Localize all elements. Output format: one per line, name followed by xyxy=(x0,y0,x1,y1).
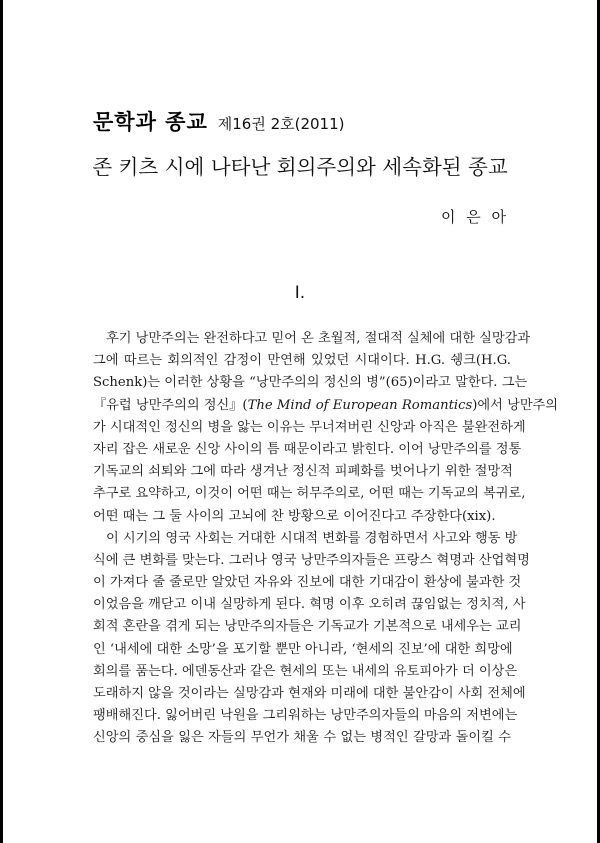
page-border-left xyxy=(0,0,3,843)
journal-header xyxy=(93,106,345,134)
volume-info: 제16권 2호(2011) xyxy=(217,115,345,133)
text-line: 신앙의 중심을 잃은 자들의 무언가 채울 수 없는 병적인 갈망과 돌이킬 수 xyxy=(93,730,511,746)
text-line: 가 시대적인 정신의 병을 앓는 이유는 무너져버린 신앙과 아직은 불완전하게 xyxy=(93,419,526,435)
text-line: 회의를 품는다. 에덴동산과 같은 현세의 또는 내세의 유토피아가 더 이상은 xyxy=(93,663,518,679)
text-line: 회적 혼란을 겪게 되는 낭만주의자들은 기독교가 기본적으로 내세우는 교리 xyxy=(93,619,522,635)
author-name: 이 은 아 xyxy=(440,208,509,226)
text-line: 이 시기의 영국 사회는 거대한 시대적 변화를 경험하면서 사고와 행동 방 xyxy=(106,530,518,546)
text-line xyxy=(93,395,559,417)
text-line: 인 ‘내세에 대한 소망’을 포기할 뿐만 아니라, ‘현세의 진보’에 대한 희망에 xyxy=(93,641,513,657)
body-text xyxy=(93,328,559,750)
text-line: 추구로 요약하고, 이것이 어떤 때는 허무주의로, 어떤 때는 기독교의 복귀로, xyxy=(93,486,526,502)
text-line: 이었음을 깨닫고 이내 실망하게 된다. 혁명 이후 오히려 끊임없는 정치적, 사 xyxy=(93,597,526,613)
text-line: 그에 따르는 회의적인 감정이 만연해 있었던 시대이다. H.G. 쉥크(H.G. xyxy=(93,353,511,369)
text-line: Schenk)는 이러한 상황을 “낭만주의의 정신의 병”(65)이라고 말한다. 그는 xyxy=(93,375,528,391)
text-line: 자리 잡은 새로운 신앙 사이의 틈 때문이라고 밝힌다. 이어 낭만주의를 정통 xyxy=(93,441,522,457)
book-title-italic: The Mind of European Romantics xyxy=(247,397,473,413)
text-line: 이 가져다 줄 줄로만 알았던 자유와 진보에 대한 기대감이 환상에 불과한 것 xyxy=(93,575,522,591)
text-line: 기독교의 쇠퇴와 그에 따라 생겨난 정신적 피폐화를 벗어나기 위한 절망적 xyxy=(93,464,513,480)
section-numeral: I. xyxy=(294,283,306,303)
article-title: 존 키츠 시에 나타난 회의주의와 세속화된 종교 xyxy=(92,155,508,179)
text-line: 후기 낭만주의는 완전하다고 믿어 온 초월적, 절대적 실체에 대한 실망감과 xyxy=(106,331,531,346)
journal-name: 문학과 종교 xyxy=(93,110,208,134)
text-line: 어떤 때는 그 둘 사이의 고뇌에 찬 방황으로 이어진다고 주장한다(xix). xyxy=(93,508,496,524)
text-line: 도래하지 않을 것이라는 실망감과 현재와 미래에 대한 불안감이 사회 전체에 xyxy=(93,686,526,701)
text-line: 팽배해진다. 잃어버린 낙원을 그리워하는 낭만주의자들의 마음의 저변에는 xyxy=(93,708,518,724)
text-segment: )에서 낭만주의 xyxy=(472,397,559,413)
text-segment: 『유럽 낭만주의의 정신』( xyxy=(93,397,248,413)
text-line: 식에 큰 변화를 맞는다. 그러나 영국 낭만주의자들은 프랑스 혁명과 산업혁명 xyxy=(93,552,530,568)
